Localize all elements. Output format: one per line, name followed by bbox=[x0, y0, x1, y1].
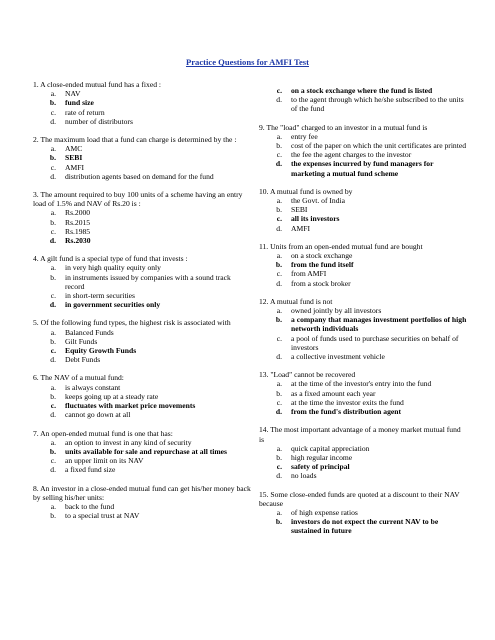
answer-option bbox=[33, 218, 251, 227]
question-block bbox=[33, 190, 251, 245]
answer-option bbox=[259, 141, 467, 150]
answer-option bbox=[259, 205, 467, 214]
answer-option bbox=[33, 355, 251, 364]
option-text: Rs.2015 bbox=[65, 217, 91, 227]
option-letter: d. bbox=[50, 465, 56, 475]
answer-option bbox=[33, 263, 251, 272]
option-text: Debt Funds bbox=[65, 355, 101, 365]
option-text: cannot go down at all bbox=[65, 410, 131, 420]
answer-option bbox=[259, 95, 467, 113]
option-letter: c. bbox=[276, 214, 282, 224]
option-text: an option to invest in any kind of security bbox=[65, 437, 192, 447]
option-text: no loads bbox=[291, 471, 317, 481]
option-text: distribution agents based on demand for the fund bbox=[65, 171, 214, 181]
option-text: back to the fund bbox=[65, 501, 115, 511]
question-block bbox=[33, 254, 251, 309]
option-letter: c. bbox=[50, 226, 56, 236]
option-text: Rs.2000 bbox=[65, 208, 91, 218]
question-text: 3. The amount required to buy 100 units of a scheme having an entry load of 1.5% and NAV of Rs.20 is : bbox=[33, 190, 243, 209]
option-letter: b. bbox=[276, 452, 282, 462]
right-column bbox=[259, 86, 467, 545]
option-letter: d. bbox=[50, 116, 56, 126]
question-block bbox=[33, 318, 251, 364]
option-text: AMFI bbox=[291, 223, 310, 233]
option-letter: b. bbox=[50, 336, 56, 346]
question-text: 2. The maximum load that a fund can charge is determined by the : bbox=[33, 135, 237, 145]
question-block bbox=[259, 123, 467, 178]
option-letter: d. bbox=[275, 407, 282, 417]
question-text: 12. A mutual fund is not bbox=[259, 296, 333, 306]
option-text: the fee the agent charges to the investor bbox=[291, 150, 412, 160]
option-text: from the fund's distribution agent bbox=[291, 407, 401, 417]
answer-option bbox=[33, 172, 251, 181]
option-text: on a stock exchange where the fund is listed bbox=[291, 86, 433, 95]
option-text: from AMFI bbox=[291, 269, 327, 279]
option-letter: c. bbox=[50, 456, 56, 466]
question-block bbox=[259, 297, 467, 361]
option-text: Equity Growth Funds bbox=[65, 346, 137, 356]
answer-option bbox=[33, 346, 251, 355]
option-text: from a stock broker bbox=[291, 278, 351, 288]
option-text: at the time the investor exits the fund bbox=[291, 397, 404, 407]
option-letter: b. bbox=[50, 391, 56, 401]
answer-option bbox=[259, 471, 467, 480]
option-text: all its investors bbox=[291, 214, 340, 224]
option-letter: c. bbox=[50, 291, 56, 301]
option-text: fund size bbox=[65, 98, 94, 108]
option-letter: c. bbox=[276, 150, 282, 160]
question-text: 1. A close-ended mutual fund has a fixed : bbox=[33, 80, 162, 89]
option-letter: a. bbox=[276, 131, 282, 141]
option-text: cost of the paper on which the unit certificates are printed bbox=[291, 141, 467, 151]
option-letter: a. bbox=[276, 251, 282, 261]
option-letter: a. bbox=[276, 306, 282, 316]
option-letter: b. bbox=[275, 260, 282, 270]
question-text: 7. An open-ended mutual fund is one that has: bbox=[33, 428, 173, 438]
option-text: AMFI bbox=[65, 162, 84, 172]
question-block bbox=[33, 80, 251, 126]
answer-option bbox=[33, 98, 251, 107]
option-letter: b. bbox=[49, 153, 56, 163]
answer-option bbox=[33, 447, 251, 456]
option-letter: c. bbox=[276, 86, 282, 95]
option-letter: c. bbox=[50, 107, 56, 117]
option-text: to a special trust at NAV bbox=[65, 511, 140, 521]
option-letter: c. bbox=[50, 162, 56, 172]
answer-option bbox=[259, 251, 467, 260]
document-title: Practice Questions for AMFI Test bbox=[185, 57, 309, 67]
option-text: at the time of the investor's entry into the fund bbox=[291, 379, 432, 389]
option-text: fluctuates with market price movements bbox=[65, 401, 196, 411]
question-block bbox=[259, 86, 467, 114]
answer-option bbox=[33, 392, 251, 401]
answer-option bbox=[33, 153, 251, 162]
option-letter: d. bbox=[50, 355, 56, 365]
option-letter: d. bbox=[50, 171, 56, 181]
option-text: the expenses incurred by fund managers for marketing a mutual fund scheme bbox=[291, 159, 434, 178]
option-letter: d. bbox=[276, 352, 282, 362]
question-text: 15. Some close-ended funds are quoted at a discount to their NAV because bbox=[259, 489, 460, 508]
answer-option bbox=[259, 334, 467, 352]
option-letter: c. bbox=[50, 401, 56, 411]
option-text: in government securities only bbox=[65, 300, 161, 310]
answer-option bbox=[259, 86, 467, 95]
option-letter: c. bbox=[276, 333, 282, 343]
option-text: SEBI bbox=[291, 205, 308, 215]
option-text: investors do not expect the current NAV to be sustained in future bbox=[291, 517, 439, 536]
answer-option bbox=[259, 224, 467, 233]
answer-option bbox=[259, 269, 467, 278]
answer-option bbox=[259, 389, 467, 398]
answer-option bbox=[259, 517, 467, 535]
option-letter: b. bbox=[49, 446, 56, 456]
answer-option bbox=[259, 462, 467, 471]
answer-option bbox=[33, 502, 251, 511]
answer-option bbox=[33, 465, 251, 474]
question-text: 5. Of the following fund types, the highest risk is associated with bbox=[33, 318, 231, 328]
option-text: from the fund itself bbox=[291, 260, 354, 270]
answer-option bbox=[33, 117, 251, 126]
option-text: Rs.2030 bbox=[65, 236, 91, 246]
left-column bbox=[33, 80, 251, 529]
question-block bbox=[33, 373, 251, 419]
question-block bbox=[259, 370, 467, 416]
question-text: 13. "Load" cannot be recovered bbox=[259, 370, 356, 380]
option-text: the Govt. of India bbox=[291, 196, 345, 206]
option-letter: a. bbox=[50, 144, 56, 154]
answer-option bbox=[33, 337, 251, 346]
answer-option bbox=[259, 453, 467, 462]
answer-option bbox=[259, 196, 467, 205]
option-letter: b. bbox=[275, 315, 282, 325]
answer-option bbox=[33, 236, 251, 245]
option-letter: b. bbox=[276, 205, 282, 215]
answer-option bbox=[33, 383, 251, 392]
answer-option bbox=[259, 159, 467, 177]
question-block bbox=[33, 429, 251, 475]
question-text: 14. The most important advantage of a money market mutual fund is bbox=[259, 425, 461, 444]
option-letter: a. bbox=[50, 501, 56, 511]
answer-option bbox=[259, 508, 467, 517]
option-letter: a. bbox=[50, 437, 56, 447]
answer-option bbox=[33, 300, 251, 309]
option-text: in very high quality equity only bbox=[65, 263, 161, 273]
question-block bbox=[259, 187, 467, 233]
option-text: NAV bbox=[65, 89, 81, 99]
option-text: Gilt Funds bbox=[65, 336, 98, 346]
option-text: a collective investment vehicle bbox=[291, 352, 385, 362]
option-letter: a. bbox=[50, 382, 56, 392]
option-text: quick capital appreciation bbox=[291, 443, 370, 453]
option-letter: b. bbox=[276, 388, 282, 398]
option-letter: d. bbox=[49, 300, 56, 310]
option-text: in instruments issued by companies with a sound track record bbox=[65, 272, 231, 291]
question-text: 6. The NAV of a mutual fund: bbox=[33, 373, 124, 383]
option-letter: b. bbox=[50, 272, 56, 282]
option-letter: d. bbox=[276, 278, 282, 288]
answer-option bbox=[259, 315, 467, 333]
answer-option bbox=[259, 407, 467, 416]
option-letter: b. bbox=[50, 217, 56, 227]
option-letter: c. bbox=[276, 462, 282, 472]
option-letter: c. bbox=[50, 346, 56, 356]
answer-option bbox=[33, 291, 251, 300]
answer-option bbox=[259, 352, 467, 361]
option-text: units available for sale and repurchase at all times bbox=[65, 446, 228, 456]
question-block bbox=[259, 425, 467, 480]
option-letter: a. bbox=[50, 327, 56, 337]
option-letter: d. bbox=[276, 95, 282, 105]
option-letter: a. bbox=[276, 379, 282, 389]
option-letter: c. bbox=[276, 269, 282, 279]
answer-option bbox=[33, 401, 251, 410]
option-letter: b. bbox=[275, 517, 282, 527]
answer-option bbox=[259, 379, 467, 388]
question-block bbox=[33, 135, 251, 181]
option-text: in short-term securities bbox=[65, 291, 136, 301]
answer-option bbox=[259, 398, 467, 407]
option-letter: d. bbox=[276, 223, 282, 233]
answer-option bbox=[33, 163, 251, 172]
option-letter: c. bbox=[276, 397, 282, 407]
option-text: SEBI bbox=[65, 153, 83, 163]
option-text: as a fixed amount each year bbox=[291, 388, 376, 398]
option-text: owned jointly by all investors bbox=[291, 306, 382, 316]
answer-option bbox=[259, 279, 467, 288]
option-text: a company that manages investment portfolios of high networth individuals bbox=[291, 315, 467, 334]
option-letter: b. bbox=[276, 141, 282, 151]
option-letter: d. bbox=[49, 236, 56, 246]
option-text: keeps going up at a steady rate bbox=[65, 391, 159, 401]
option-letter: b. bbox=[49, 98, 56, 108]
answer-option bbox=[259, 260, 467, 269]
question-text: 11. Units from an open-ended mutual fund are bought bbox=[259, 241, 423, 251]
question-block bbox=[33, 484, 251, 521]
question-text: 10. A mutual fund is owned by bbox=[259, 186, 353, 196]
option-letter: d. bbox=[50, 410, 56, 420]
option-text: rate of return bbox=[65, 107, 105, 117]
answer-option bbox=[33, 227, 251, 236]
option-letter: d. bbox=[275, 159, 282, 169]
option-text: Rs.1985 bbox=[65, 226, 91, 236]
answer-option bbox=[259, 444, 467, 453]
option-text: an upper limit on its NAV bbox=[65, 456, 144, 466]
option-text: to the agent through which he/she subscribed to the units of the fund bbox=[291, 95, 464, 114]
question-text: 8. An investor in a close-ended mutual fund can get his/her money back by selling his/her units: bbox=[33, 483, 251, 502]
answer-option bbox=[33, 108, 251, 117]
option-text: number of distributors bbox=[65, 116, 133, 126]
option-letter: a. bbox=[50, 263, 56, 273]
option-text: AMC bbox=[65, 144, 83, 154]
option-letter: a. bbox=[276, 443, 282, 453]
answer-option bbox=[33, 438, 251, 447]
option-text: a fixed fund size bbox=[65, 465, 116, 475]
answer-option bbox=[259, 150, 467, 159]
option-text: of high expense ratios bbox=[291, 507, 358, 517]
option-text: Balanced Funds bbox=[65, 327, 114, 337]
answer-option bbox=[33, 208, 251, 217]
answer-option bbox=[33, 89, 251, 98]
answer-option bbox=[259, 214, 467, 223]
option-letter: a. bbox=[276, 196, 282, 206]
option-text: entry fee bbox=[291, 131, 318, 141]
option-text: high regular income bbox=[291, 452, 353, 462]
question-text: 9. The "load" charged to an investor in a mutual fund is bbox=[259, 122, 428, 132]
option-text: is always constant bbox=[65, 382, 121, 392]
option-text: a pool of funds used to purchase securities on behalf of investors bbox=[291, 333, 459, 352]
question-block bbox=[259, 242, 467, 288]
answer-option bbox=[33, 144, 251, 153]
option-letter: a. bbox=[276, 507, 282, 517]
option-text: safety of principal bbox=[291, 462, 350, 472]
question-text: 4. A gilt fund is a special type of fund that invests : bbox=[33, 254, 188, 264]
option-text: on a stock exchange bbox=[291, 251, 353, 261]
answer-option bbox=[33, 328, 251, 337]
answer-option bbox=[33, 511, 251, 520]
question-block bbox=[259, 490, 467, 536]
answer-option bbox=[259, 306, 467, 315]
answer-option bbox=[33, 456, 251, 465]
option-letter: b. bbox=[50, 511, 56, 521]
answer-option bbox=[259, 132, 467, 141]
answer-option bbox=[33, 410, 251, 419]
option-letter: a. bbox=[50, 89, 56, 99]
answer-option bbox=[33, 273, 251, 291]
option-letter: a. bbox=[50, 208, 56, 218]
option-letter: d. bbox=[276, 471, 282, 481]
